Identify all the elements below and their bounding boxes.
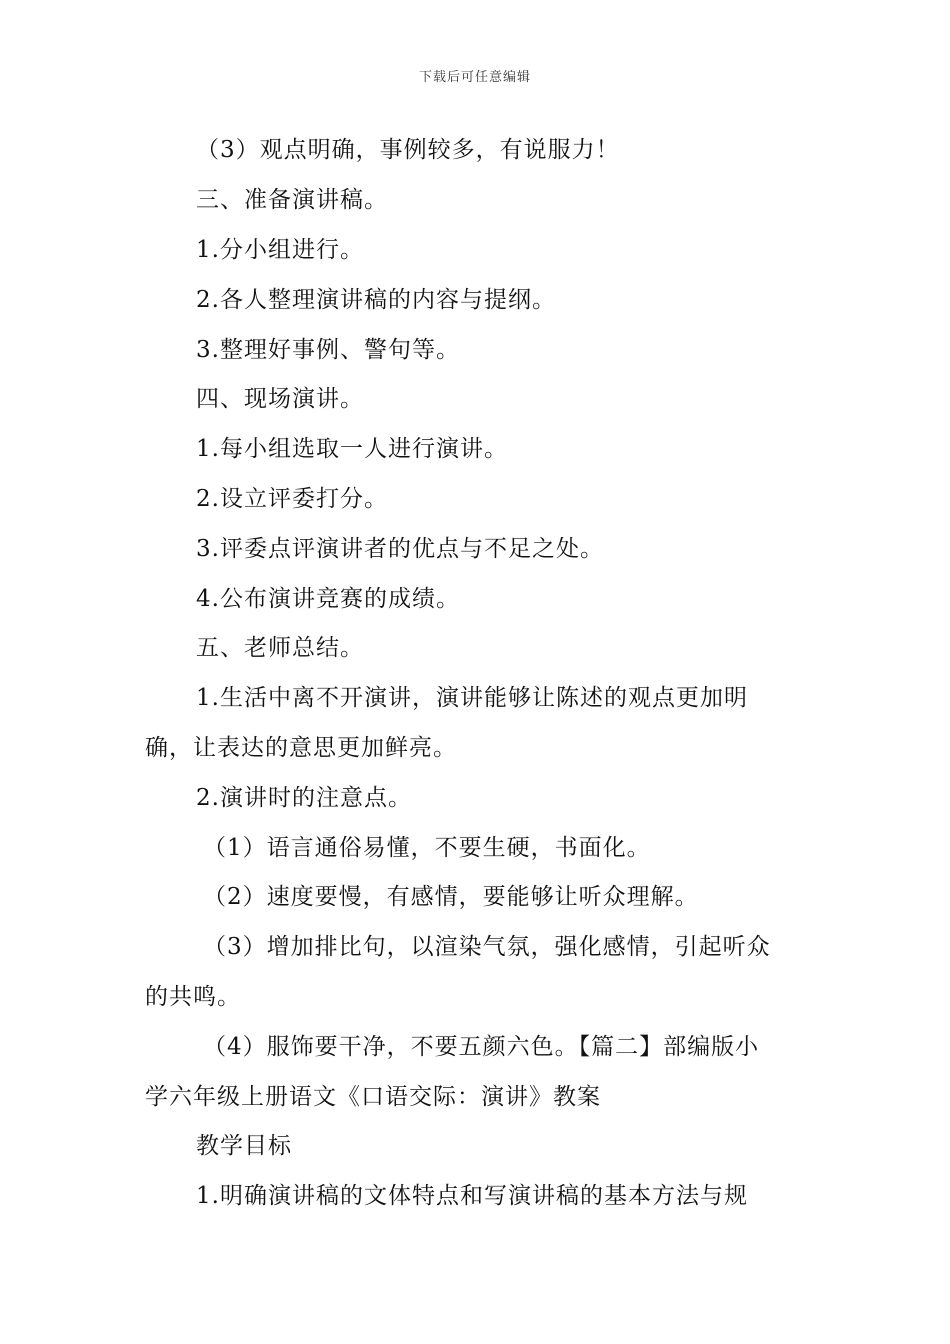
text-line: （3）增加排比句，以渲染气氛，强化感情，引起听众 (203, 934, 771, 960)
text-line: （3）观点明确，事例较多，有说服力！ (196, 137, 620, 163)
text-line: 3.评委点评演讲者的优点与不足之处。 (196, 536, 604, 562)
text-line: 1.分小组进行。 (196, 237, 364, 263)
text-line: 4.公布演讲竞赛的成绩。 (196, 586, 460, 612)
text-line: （2）速度要慢，有感情，要能够让听众理解。 (203, 884, 699, 910)
section-heading: 四、现场演讲。 (196, 386, 364, 412)
text-line: （4）服饰要干净，不要五颜六色。【篇二】部编版小 (203, 1034, 760, 1060)
text-line: 2.设立评委打分。 (196, 486, 388, 512)
text-line: 1.每小组选取一人进行演讲。 (196, 436, 508, 462)
text-line: 2.各人整理演讲稿的内容与提纲。 (196, 287, 556, 313)
section-heading: 五、老师总结。 (196, 635, 364, 661)
section-heading: 教学目标 (196, 1133, 292, 1159)
page-header: 下载后可任意编辑 (418, 70, 531, 85)
text-line: （1）语言通俗易懂，不要生硬，书面化。 (203, 835, 651, 861)
text-line: 1.明确演讲稿的文体特点和写演讲稿的基本方法与规 (196, 1183, 748, 1209)
text-line: 学六年级上册语文《口语交际：演讲》教案 (145, 1084, 601, 1110)
section-heading: 三、准备演讲稿。 (196, 187, 388, 213)
text-line: 的共鸣。 (145, 984, 241, 1010)
text-line: 确，让表达的意思更加鲜亮。 (145, 735, 457, 761)
text-line: 1.生活中离不开演讲，演讲能够让陈述的观点更加明 (196, 685, 748, 711)
text-line: 2.演讲时的注意点。 (196, 785, 412, 811)
text-line: 3.整理好事例、警句等。 (196, 337, 460, 363)
